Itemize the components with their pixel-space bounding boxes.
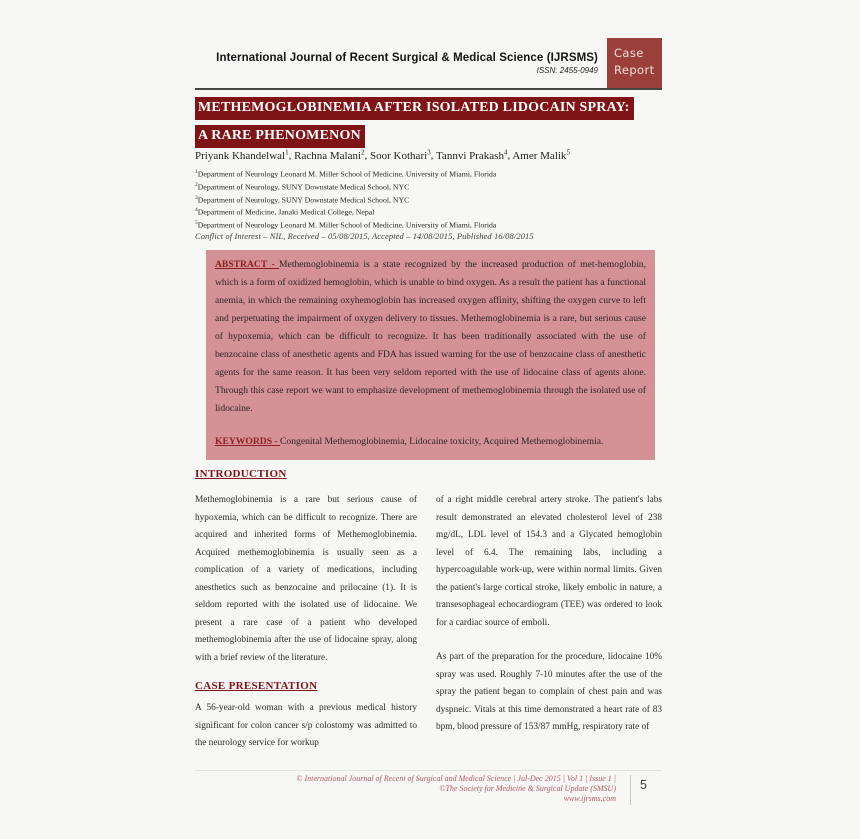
author-name: Soor Kothari$^3$	[370, 148, 431, 162]
author-name: Tannvi Prakash$^4$	[435, 148, 508, 162]
introduction-heading: INTRODUCTION	[195, 468, 287, 480]
author-name: Amer Malik$^5$	[512, 148, 570, 162]
author-name: Priyank Khandelwal$^1$	[195, 148, 289, 162]
left-column	[195, 492, 417, 753]
affiliation-line: $^2$Department of Neurology, SUNY Downstate Medical School, NYC	[195, 181, 410, 192]
right-column	[436, 492, 662, 753]
keywords-label: KEYWORDS -	[215, 436, 281, 447]
case-presentation-paragraph-left: A 56-year-old woman with a previous medical history significant for colon cancer s/p colostomy was admitted to the neurology service for workup	[195, 703, 417, 748]
author-name: Rachna Malani$^2$	[294, 148, 365, 162]
introduction-section	[195, 464, 662, 482]
abstract-label: ABSTRACT -	[215, 259, 280, 270]
footer-journal-line: © International Journal of Recent of Surgical and Medical Science | Jul-Dec 2015 | Vol 1 | Issue 1 |	[296, 774, 616, 783]
badge-line-2: Report	[614, 63, 655, 77]
affiliation-list	[195, 167, 662, 231]
footer-divider	[630, 775, 631, 805]
affiliation-line: $^3$Department of Neurology, SUNY Downstate Medical School, NYC	[195, 194, 410, 205]
footer-website-url: www.ijrsms.com	[563, 794, 616, 803]
case-report-badge	[607, 38, 662, 88]
page-number: 5	[640, 778, 647, 792]
article-meta-line: Conflict of Interest – NIL, Received – 05/08/2015, Accepted – 14/08/2015, Published 16/08/2015	[195, 231, 534, 241]
case-presentation-heading: CASE PRESENTATION	[195, 680, 318, 692]
issn-number: ISSN: 2455-0949	[536, 66, 598, 75]
article-title-line-2: A RARE PHENOMENON	[195, 125, 365, 148]
article-title-line-1: METHEMOGLOBINEMIA AFTER ISOLATED LIDOCAIN SPRAY:	[195, 97, 634, 120]
keywords-text: Congenital Methemoglobinemia, Lidocaine toxicity, Acquired Methemoglobinemia.	[280, 436, 604, 447]
journal-title: International Journal of Recent Surgical & Medical Science (IJRSMS)	[216, 52, 598, 64]
abstract-box	[206, 250, 655, 460]
keywords-paragraph	[215, 433, 646, 451]
badge-line-1: Case	[614, 46, 644, 60]
document-page	[195, 0, 662, 839]
body-columns	[195, 492, 662, 753]
page-header	[195, 0, 662, 90]
affiliation-line: $^1$Department of Neurology Leonard M. Miller School of Medicine, University of Miami, Florida	[195, 169, 497, 179]
affiliation-line: $^4$Department of Medicine, Janaki Medical College, Nepal	[195, 207, 375, 217]
footer-copyright-block	[296, 774, 616, 804]
introduction-paragraph: Methemoglobinemia is a rare but serious cause of hypoxemia, which can be difficult to recognize. There are acquired and inherited forms of Methemoglobinemia. Acquired methemoglobinemia is usually seen as a complication of a variety of medications, including anesthetics such as benzocaine and prilocaine (1). It is seldom reported with the isolated use of lidocaine. We present a rare case of a patient who developed methemoglobinemia after the use of lidocaine spray, along with a brief review of the literature.	[195, 495, 417, 663]
case-presentation-paragraph-right-1: of a right middle cerebral artery stroke. The patient's labs result demonstrated an elevated cholesterol level of 238 mg/dL, LDL level of 154.3 and a Glycated hemoglobin level of 6.4. The remaining labs, including a hypercoagulable work-up, were within normal limits. Given the patient's large cortical stroke, likely embolic in nature, a transesophageal echocardiogram (TEE) was ordered to look for a cardiac source of emboli.	[436, 495, 662, 628]
header-divider	[195, 88, 662, 90]
page-footer	[195, 770, 662, 805]
case-presentation-paragraph-right-2: As part of the preparation for the procedure, lidocaine 10% spray was used. Roughly 7-10 minutes after the use of the spray the patient began to complain of chest pain and was dyspneic. Vitals at this time demonstrated a heart rate of 83 bpm, blood pressure of 153/87 mmHg, respiratory rate of	[436, 652, 662, 732]
footer-society-line: ©The Society for Medicine & Surgical Update (SMSU)	[439, 784, 616, 793]
author-list: Priyank Khandelwal$^1$, Rachna Malani$^2$, Soor Kothari$^3$, Tannvi Prakash$^4$, Amer Malik$^5$	[195, 148, 570, 162]
abstract-paragraph	[215, 256, 646, 418]
article-title	[195, 97, 662, 153]
column-gap	[417, 492, 436, 753]
abstract-text: Methemoglobinemia is a state recognized by the increased production of met-hemoglobin, which is a form of oxidized hemoglobin, which is unable to bind oxygen. As a result the patient has a functional anemia, in which the remaining oxyhemoglobin has increased oxygen affinity, shifting the oxygen curve to left and perpetuating the impairment of oxygen delivery to tissues. Methemoglobinemia is a rare, but serious cause of hypoxemia, which can be difficult to recognize. It has been traditionally associated with the use of benzocaine class of anesthetic agents and FDA has issued warning for the use of benzocaine class of anesthetic agents for the same reason. It has been very seldom reported with the use of lidocaine class of agents alone. Through this case report we want to emphasize development of methemoglobinemia through the isolated use of lidocaine.	[215, 259, 646, 414]
affiliation-line: $^5$Department of Neurology Leonard M. Miller School of Medicine, University of Miami, Florida	[195, 220, 497, 230]
